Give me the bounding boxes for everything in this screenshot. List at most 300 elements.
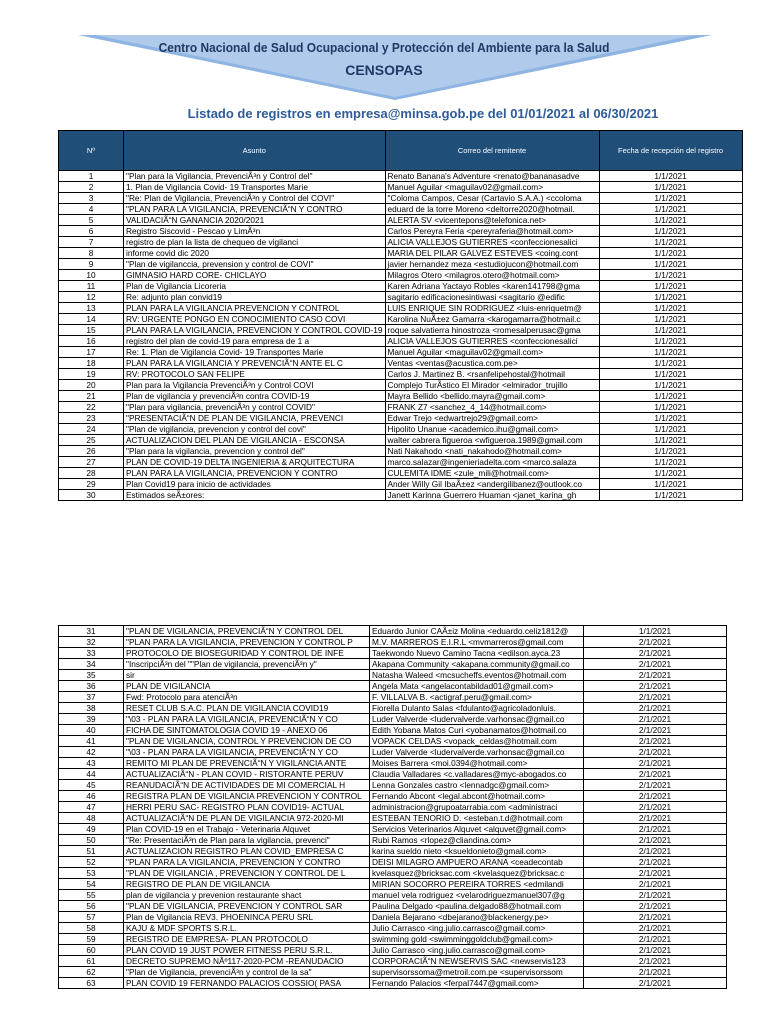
table-row — [59, 681, 727, 692]
cell-subject: "\03 - PLAN PARA LA VIGILANCIA, PREVENCIÃ“N Y CO — [124, 714, 370, 725]
cell-date: 2/1/2021 — [584, 824, 727, 835]
table-row — [59, 424, 743, 435]
table-row — [59, 215, 743, 226]
cell-subject: REGISTRA PLAN DE VIGILANCIA PREVENCION Y CONTROL — [124, 791, 370, 802]
cell-number: 51 — [59, 846, 124, 857]
table-row — [59, 369, 743, 380]
table-row — [59, 978, 727, 989]
cell-subject: REANUDACIÃ“N DE ACTIVIDADES DE MI COMERCIAL H — [124, 780, 370, 791]
cell-sender: Angela Mata <angelacontabildad01@gmail.com> — [370, 681, 584, 692]
cell-sender: Rubi Ramos <rlopez@cliandina.com> — [370, 835, 584, 846]
cell-number: 59 — [59, 934, 124, 945]
cell-date: 1/1/2021 — [599, 226, 742, 237]
cell-sender: F. VILLALVA B. <actigraf.peru@gmail.com> — [370, 692, 584, 703]
cell-number: 18 — [59, 358, 124, 369]
cell-number: 26 — [59, 446, 124, 457]
column-header-subject: Asunto — [124, 131, 386, 171]
cell-subject: PLAN COVID 19 FERNANDO PALACIOS COSSIO( PASA — [124, 978, 370, 989]
cell-date: 2/1/2021 — [584, 769, 727, 780]
table-row — [59, 725, 727, 736]
table-row — [59, 780, 727, 791]
cell-subject: KAJU & MDF SPORTS S.R.L. — [124, 923, 370, 934]
cell-subject: RV: URGENTE PONGO EN CONOCIMIENTO CASO COVI — [124, 314, 386, 325]
table-row — [59, 923, 727, 934]
table-row — [59, 204, 743, 215]
cell-sender: FRANK Z7 <sanchez_4_14@hotmail.com> — [385, 402, 599, 413]
cell-subject: Estimados seÃ±ores: — [124, 490, 386, 501]
cell-sender: Nati Nakahodo <nati_nakahodo@hotmail.com> — [385, 446, 599, 457]
cell-date: 1/1/2021 — [599, 435, 742, 446]
cell-date: 2/1/2021 — [584, 967, 727, 978]
table-row — [59, 703, 727, 714]
records-table-part2 — [58, 625, 727, 989]
cell-date: 2/1/2021 — [584, 758, 727, 769]
cell-sender: Fiorella Dulanto Salas <fdulanto@agricoladonluis. — [370, 703, 584, 714]
cell-number: 63 — [59, 978, 124, 989]
cell-sender: Servicios Veterinarios Alquvet <alquvet@gmail.com> — [370, 824, 584, 835]
cell-number: 55 — [59, 890, 124, 901]
table-row — [59, 846, 727, 857]
organization-acronym: CENSOPAS — [345, 62, 423, 78]
cell-subject: ACTUALIZACIÃ“N - PLAN COVID - RISTORANTE PERUV — [124, 769, 370, 780]
cell-date: 2/1/2021 — [584, 912, 727, 923]
cell-sender: Taekwondo Nuevo Camino Tacna <edilson.ayca.23 — [370, 648, 584, 659]
cell-number: 13 — [59, 303, 124, 314]
cell-number: 28 — [59, 468, 124, 479]
cell-sender: javier hernandez meza <estudiojucon@hotmail.com — [385, 259, 599, 270]
cell-date: 2/1/2021 — [584, 791, 727, 802]
table-row — [59, 358, 743, 369]
table-header-row — [59, 131, 743, 171]
cell-date: 1/1/2021 — [599, 490, 742, 501]
cell-date: 1/1/2021 — [599, 281, 742, 292]
cell-subject: Plan COVID-19 en el Trabajo - Veterinaria Alquvet — [124, 824, 370, 835]
table-row — [59, 248, 743, 259]
cell-subject: "Re: PresentaciÃ³n de Plan para la vigilancia, prevenci" — [124, 835, 370, 846]
records-table-part1 — [58, 130, 743, 501]
cell-number: 31 — [59, 626, 124, 637]
table-row — [59, 413, 743, 424]
cell-subject: "PLAN PARA LA VIGILANCIA, PREVENCION Y CONTRO — [124, 857, 370, 868]
cell-date: 1/1/2021 — [599, 171, 742, 182]
cell-date: 2/1/2021 — [584, 923, 727, 934]
cell-sender: Fernando Palacios <ferpal7447@gmail.com> — [370, 978, 584, 989]
table-row — [59, 402, 743, 413]
cell-date: 2/1/2021 — [584, 648, 727, 659]
cell-sender: supervisorssoma@metroil.com.pe <supervisorssom — [370, 967, 584, 978]
cell-subject: PROTOCOLO DE BIOSEGURIDAD Y CONTROL DE INFE — [124, 648, 370, 659]
table-row — [59, 736, 727, 747]
cell-date: 2/1/2021 — [584, 692, 727, 703]
cell-sender: walter cabrera figueroa <wfigueroa.1989@gmail.com — [385, 435, 599, 446]
cell-number: 50 — [59, 835, 124, 846]
cell-sender: manuel vela rodriguez <velarodriguezmanuel307@g — [370, 890, 584, 901]
cell-subject: "PLAN DE VIGILANCIA, PREVENCION Y CONTROL SAR — [124, 901, 370, 912]
cell-sender: MIRIAN SOCORRO PEREIRA TORRES <edmilandi — [370, 879, 584, 890]
table-row — [59, 457, 743, 468]
cell-date: 1/1/2021 — [599, 424, 742, 435]
cell-sender: Karen Adriana Yactayo Robles <karen141798@gma — [385, 281, 599, 292]
cell-subject: "Re: Plan de Vigilancia, PrevenciÃ³n y Control del COVI" — [124, 193, 386, 204]
table-row — [59, 182, 743, 193]
cell-date: 1/1/2021 — [599, 347, 742, 358]
cell-number: 16 — [59, 336, 124, 347]
cell-subject: Plan para la Vigilancia PrevenciÃ³n y Control COVI — [124, 380, 386, 391]
table-row — [59, 637, 727, 648]
cell-date: 2/1/2021 — [584, 659, 727, 670]
cell-number: 34 — [59, 659, 124, 670]
cell-subject: VALIDACIÃ“N GANANCIA 2020/2021 — [124, 215, 386, 226]
cell-subject: PLAN PARA LA VIGILANCIA, PREVENCION Y CONTROL COVID-19 — [124, 325, 386, 336]
cell-subject: plan de vigilancia y prevenion restaurante shact — [124, 890, 370, 901]
cell-date: 1/1/2021 — [599, 325, 742, 336]
cell-date: 2/1/2021 — [584, 714, 727, 725]
cell-subject: "PLAN DE VIGILANCIA , PREVENCION Y CONTROL DE L — [124, 868, 370, 879]
cell-sender: Renato Banana's Adventure <renato@bananasadve — [385, 171, 599, 182]
cell-sender: Julio Carrasco <ing.julio.carrasco@gmail.com> — [370, 923, 584, 934]
cell-number: 54 — [59, 879, 124, 890]
table-row — [59, 824, 727, 835]
cell-subject: registro del plan de covid-19 para empresa de 1 a — [124, 336, 386, 347]
cell-date: 2/1/2021 — [584, 956, 727, 967]
cell-date: 1/1/2021 — [599, 468, 742, 479]
cell-sender: Akapana Community <akapana.community@gmail.co — [370, 659, 584, 670]
cell-sender: Ander Willy Gil IbaÃ±ez <andergilibanez@outlook.co — [385, 479, 599, 490]
cell-date: 2/1/2021 — [584, 945, 727, 956]
table-row — [59, 303, 743, 314]
cell-number: 10 — [59, 270, 124, 281]
cell-sender: eduard de la torre Moreno <deltorre2020@hotmail. — [385, 204, 599, 215]
cell-sender: CULEMITA IDME <zule_mili@hotmail.com> — [385, 468, 599, 479]
table-row — [59, 281, 743, 292]
table-row — [59, 380, 743, 391]
cell-number: 11 — [59, 281, 124, 292]
table-row — [59, 347, 743, 358]
cell-subject: "PLAN PARA LA VIGILANCIA, PREVENCION Y CONTROL P — [124, 637, 370, 648]
cell-number: 27 — [59, 457, 124, 468]
cell-subject: informe covid dic 2020 — [124, 248, 386, 259]
cell-sender: Paulina Delgado <paulina.delgado88@hotmail.com — [370, 901, 584, 912]
cell-number: 36 — [59, 681, 124, 692]
table-row — [59, 747, 727, 758]
cell-sender: Milagros Otero <milagros.otero@hotmail.com> — [385, 270, 599, 281]
cell-date: 2/1/2021 — [584, 736, 727, 747]
cell-number: 3 — [59, 193, 124, 204]
cell-number: 40 — [59, 725, 124, 736]
table-row — [59, 468, 743, 479]
cell-number: 41 — [59, 736, 124, 747]
cell-number: 9 — [59, 259, 124, 270]
cell-number: 45 — [59, 780, 124, 791]
cell-date: 1/1/2021 — [599, 358, 742, 369]
table-row — [59, 802, 727, 813]
cell-date: 2/1/2021 — [584, 879, 727, 890]
cell-sender: Hipolito Unanue <academico.ihu@gmail.com> — [385, 424, 599, 435]
cell-sender: Luder Valverde <ludervalverde.varhonsac@gmail.co — [370, 714, 584, 725]
cell-sender: Natasha Waleed <mcsucheffs.eventos@hotmail.com — [370, 670, 584, 681]
table-row — [59, 314, 743, 325]
cell-date: 1/1/2021 — [599, 391, 742, 402]
cell-number: 39 — [59, 714, 124, 725]
cell-date: 1/1/2021 — [599, 336, 742, 347]
column-header-number: Nº — [59, 131, 124, 171]
cell-number: 12 — [59, 292, 124, 303]
cell-sender: sagitario edificacionesintiwasi <sagitario @edific — [385, 292, 599, 303]
table-row — [59, 868, 727, 879]
table-row — [59, 714, 727, 725]
table-row — [59, 171, 743, 182]
cell-number: 48 — [59, 813, 124, 824]
cell-number: 21 — [59, 391, 124, 402]
cell-sender: Luder Valverde <ludervalverde.varhonsac@gmail.co — [370, 747, 584, 758]
table-row — [59, 490, 743, 501]
cell-number: 25 — [59, 435, 124, 446]
cell-sender: CORPORACIÃ“N NEWSERVIS SAC <newservis123 — [370, 956, 584, 967]
cell-date: 1/1/2021 — [599, 215, 742, 226]
table-row — [59, 292, 743, 303]
cell-subject: "Plan de vigilancia, prevencion y control del covi" — [124, 424, 386, 435]
cell-number: 17 — [59, 347, 124, 358]
cell-date: 2/1/2021 — [584, 681, 727, 692]
cell-date: 1/1/2021 — [599, 204, 742, 215]
cell-number: 33 — [59, 648, 124, 659]
table-row — [59, 769, 727, 780]
cell-sender: Manuel Aguilar <maguilav02@gmail.com> — [385, 182, 599, 193]
cell-number: 32 — [59, 637, 124, 648]
cell-sender: Karolina NuÃ±ez Gamarra <karogamarra@hotmail.c — [385, 314, 599, 325]
cell-date: 2/1/2021 — [584, 780, 727, 791]
column-header-date: Fecha de recepción del registro — [599, 131, 742, 171]
cell-sender: Edwar Trejo <edwartrejo29@gmail.com> — [385, 413, 599, 424]
table-row — [59, 479, 743, 490]
table-row — [59, 956, 727, 967]
cell-sender: administracion@grupoatarrabia.com <administraci — [370, 802, 584, 813]
cell-date: 1/1/2021 — [599, 237, 742, 248]
cell-subject: ACTUALIZACION DEL PLAN DE VIGILANCIA - ESCONSA — [124, 435, 386, 446]
cell-date: 2/1/2021 — [584, 857, 727, 868]
cell-subject: PLAN DE VIGILANCIA — [124, 681, 370, 692]
cell-date: 2/1/2021 — [584, 813, 727, 824]
cell-sender: ALERTA SV <vicentepons@telefonica.net> — [385, 215, 599, 226]
cell-subject: PLAN PARA LA VIGILANCIA, PREVENCION Y CONTRO — [124, 468, 386, 479]
page-title: Listado de registros en empresa@minsa.gob.pe del 01/01/2021 al 06/30/2021 — [187, 106, 659, 121]
cell-date: 1/1/2021 — [599, 369, 742, 380]
cell-number: 23 — [59, 413, 124, 424]
cell-sender: M.V. MARREROS E.I.R.L <mvmarreros@gmail.com — [370, 637, 584, 648]
cell-subject: ACTUALIZACION REGISTRO PLAN COVID_EMPRESA C — [124, 846, 370, 857]
cell-sender: "Coloma Campos, Cesar (Cartavio S.A.A.) <ccoloma — [385, 193, 599, 204]
cell-subject: Plan de Vigilancia Licoreria — [124, 281, 386, 292]
cell-subject: "Plan para la vigilancia, prevencion y control del" — [124, 446, 386, 457]
table-row — [59, 945, 727, 956]
cell-subject: "Plan para la Vigilancia, PrevenciÃ³n y Control del" — [124, 171, 386, 182]
cell-date: 1/1/2021 — [599, 457, 742, 468]
cell-number: 2 — [59, 182, 124, 193]
cell-number: 47 — [59, 802, 124, 813]
cell-subject: PLAN PARA LA VIGILANCIA PREVENCION Y CONTROL — [124, 303, 386, 314]
table-row — [59, 391, 743, 402]
cell-subject: "Plan para vigilancia, prevenciÃ³n y control COVID" — [124, 402, 386, 413]
cell-sender: Daniela Bejarano <dbejarano@blackenergy.pe> — [370, 912, 584, 923]
cell-sender: MARIA DEL PILAR GALVEZ ESTEVES <coing.cont — [385, 248, 599, 259]
cell-subject: HERRI PERU SAC- REGISTRO PLAN COVID19- ACTUAL — [124, 802, 370, 813]
cell-date: 1/1/2021 — [599, 446, 742, 457]
cell-subject: Re: 1. Plan de Vigilancia Covid- 19 Transportes Marie — [124, 347, 386, 358]
cell-date: 2/1/2021 — [584, 901, 727, 912]
cell-date: 2/1/2021 — [584, 890, 727, 901]
cell-number: 30 — [59, 490, 124, 501]
cell-sender: karina sueldo nieto <ksueldonieto@gmail.com> — [370, 846, 584, 857]
cell-subject: "PLAN PARA LA VIGILANCIA, PREVENCIÃ“N Y CONTRO — [124, 204, 386, 215]
cell-number: 52 — [59, 857, 124, 868]
cell-number: 8 — [59, 248, 124, 259]
cell-subject: FICHA DE SINTOMATOLOGIA COVID 19 - ANEXO 06 — [124, 725, 370, 736]
cell-number: 14 — [59, 314, 124, 325]
cell-date: 1/1/2021 — [599, 292, 742, 303]
cell-date: 2/1/2021 — [584, 934, 727, 945]
table-row — [59, 237, 743, 248]
table-row — [59, 879, 727, 890]
table-row — [59, 193, 743, 204]
cell-date: 2/1/2021 — [584, 747, 727, 758]
cell-subject: "PLAN DE VIGILANCIA, CONTROL Y PREVENCION DE CO — [124, 736, 370, 747]
table-row — [59, 270, 743, 281]
cell-sender: Complejo TurÃstico El Mirador <elmirador_trujillo — [385, 380, 599, 391]
table-row — [59, 967, 727, 978]
cell-subject: 1. Plan de Vigilancia Covid- 19 Transportes Marie — [124, 182, 386, 193]
table-row — [59, 336, 743, 347]
cell-subject: "InscripciÃ³n del ""Plan de vigilancia, prevenciÃ³n y" — [124, 659, 370, 670]
cell-subject: "\03 - PLAN PARA LA VIGILANCIA, PREVENCIÃ“N Y CO — [124, 747, 370, 758]
cell-subject: "PRESENTACIÃ“N DE PLAN DE VIGILANCIA, PREVENCI — [124, 413, 386, 424]
cell-date: 2/1/2021 — [584, 725, 727, 736]
table-row — [59, 659, 727, 670]
cell-number: 49 — [59, 824, 124, 835]
cell-subject: registro de plan la lista de chequeo de vigilanci — [124, 237, 386, 248]
table-row — [59, 648, 727, 659]
cell-sender: Janett Karinna Guerrero Huaman <janet_karina_gh — [385, 490, 599, 501]
cell-sender: roque salvatierra hinostroza <romesalperusac@gma — [385, 325, 599, 336]
cell-subject: REGISTRO DE EMPRESA- PLAN PROTOCOLO — [124, 934, 370, 945]
cell-subject: RESET CLUB S.A.C. PLAN DE VIGILANCIA COVID19 — [124, 703, 370, 714]
cell-subject: Registro Siscovid - Pescao y LimÃ³n — [124, 226, 386, 237]
table-row — [59, 325, 743, 336]
table-row — [59, 670, 727, 681]
cell-date: 2/1/2021 — [584, 835, 727, 846]
cell-number: 19 — [59, 369, 124, 380]
cell-number: 35 — [59, 670, 124, 681]
table-row — [59, 791, 727, 802]
cell-number: 6 — [59, 226, 124, 237]
cell-number: 7 — [59, 237, 124, 248]
cell-sender: VOPACK CELDAS <vopack_celdas@hotmail.com — [370, 736, 584, 747]
organization-name: Centro Nacional de Salud Ocupacional y Protección del Ambiente para la Salud — [158, 40, 610, 55]
cell-subject: PLAN COVID 19 JUST POWER FITNESS PERU S.R.L. — [124, 945, 370, 956]
cell-number: 15 — [59, 325, 124, 336]
cell-sender: Julio Carrasco <ing.julio.carrasco@gmail.com> — [370, 945, 584, 956]
cell-number: 56 — [59, 901, 124, 912]
cell-subject: ACTUALIZACIÃ“N DE PLAN DE VIGILANCIA 972-2020-MI — [124, 813, 370, 824]
cell-number: 1 — [59, 171, 124, 182]
table-row — [59, 835, 727, 846]
cell-number: 24 — [59, 424, 124, 435]
cell-subject: DECRETO SUPREMO NÂº117-2020-PCM -REANUDACIO — [124, 956, 370, 967]
cell-date: 1/1/2021 — [599, 248, 742, 259]
cell-subject: "PLAN DE VIGILANCIA, PREVENCIÃ“N Y CONTROL DEL — [124, 626, 370, 637]
cell-number: 37 — [59, 692, 124, 703]
cell-date: 2/1/2021 — [584, 978, 727, 989]
cell-subject: Plan de vigilancia y prevenciÃ³n contra COVID-19 — [124, 391, 386, 402]
cell-subject: Fwd: Protocolo para atenciÃ³n — [124, 692, 370, 703]
cell-number: 60 — [59, 945, 124, 956]
cell-date: 1/1/2021 — [599, 193, 742, 204]
cell-date: 2/1/2021 — [584, 703, 727, 714]
cell-number: 44 — [59, 769, 124, 780]
cell-date: 1/1/2021 — [599, 259, 742, 270]
cell-sender: Carlos Pereyra Feria <pereyraferia@hotmail.com> — [385, 226, 599, 237]
header-banner — [0, 0, 768, 100]
cell-number: 62 — [59, 967, 124, 978]
table-row — [59, 901, 727, 912]
cell-number: 20 — [59, 380, 124, 391]
table-row — [59, 435, 743, 446]
cell-date: 1/1/2021 — [599, 303, 742, 314]
cell-number: 53 — [59, 868, 124, 879]
table-row — [59, 758, 727, 769]
cell-sender: LUIS ENRIQUE SIN RODRIGUEZ <luis-enriquetm@ — [385, 303, 599, 314]
cell-number: 5 — [59, 215, 124, 226]
cell-date: 1/1/2021 — [599, 479, 742, 490]
cell-subject: PLAN PARA LA VIGILANCIA Y PREVENCIÃ“N ANTE EL C — [124, 358, 386, 369]
cell-sender: ALICIA VALLEJOS GUTIERRES <confeccionesalici — [385, 336, 599, 347]
cell-number: 38 — [59, 703, 124, 714]
cell-date: 1/1/2021 — [599, 402, 742, 413]
cell-subject: REGISTRO DE PLAN DE VIGILANCIA — [124, 879, 370, 890]
cell-date: 2/1/2021 — [584, 802, 727, 813]
cell-sender: marco.salazar@ingenieriadelta.com <marco.salaza — [385, 457, 599, 468]
cell-date: 2/1/2021 — [584, 637, 727, 648]
cell-number: 46 — [59, 791, 124, 802]
table-row — [59, 692, 727, 703]
cell-sender: Fernando Abcont <legal.abcont@hotmail.com> — [370, 791, 584, 802]
cell-date: 2/1/2021 — [584, 846, 727, 857]
table-row — [59, 934, 727, 945]
cell-subject: sir — [124, 670, 370, 681]
cell-sender: Carlos J. Martinez B. <rsanfelipehostal@hotmail — [385, 369, 599, 380]
cell-sender: ESTEBAN TENORIO D. <esteban.t.d@hotmail.com — [370, 813, 584, 824]
cell-sender: ALICIA VALLEJOS GUTIERRES <confeccionesalici — [385, 237, 599, 248]
cell-number: 58 — [59, 923, 124, 934]
cell-sender: Ventas <ventas@acustica.com.pe> — [385, 358, 599, 369]
cell-number: 22 — [59, 402, 124, 413]
cell-subject: Plan Covid19 para inicio de actividades — [124, 479, 386, 490]
cell-sender: kvelasquez@bricksac.com <kvelasquez@bricksac.c — [370, 868, 584, 879]
cell-subject: REMITO MI PLAN DE PREVENCIÃ“N Y VIGILANCIA ANTE — [124, 758, 370, 769]
cell-sender: Claudia Valladares <c.valladares@myc-abogados.co — [370, 769, 584, 780]
cell-sender: Manuel Aguilar <maguilav02@gmail.com> — [385, 347, 599, 358]
cell-subject: Plan de Vigilancia REV3. PHOENINCA PERU SRL — [124, 912, 370, 923]
cell-subject: "Plan de vigilanccia, prevension y control de COVI" — [124, 259, 386, 270]
cell-subject: "Plan de Vigilancia, prevenciÃ³n y control de la sa" — [124, 967, 370, 978]
cell-subject: RV: PROTOCOLO SAN FELIPE — [124, 369, 386, 380]
cell-sender: Eduardo Junior CAÃ±iz Molina <eduardo.celiz1812@ — [370, 626, 584, 637]
cell-sender: Moises Barrera <moi.0394@hotmail.com> — [370, 758, 584, 769]
column-header-sender: Correo del remitente — [385, 131, 599, 171]
cell-date: 1/1/2021 — [584, 626, 727, 637]
cell-date: 1/1/2021 — [599, 413, 742, 424]
cell-subject: GIMNASIO HARD CORE- CHICLAYO — [124, 270, 386, 281]
cell-number: 57 — [59, 912, 124, 923]
